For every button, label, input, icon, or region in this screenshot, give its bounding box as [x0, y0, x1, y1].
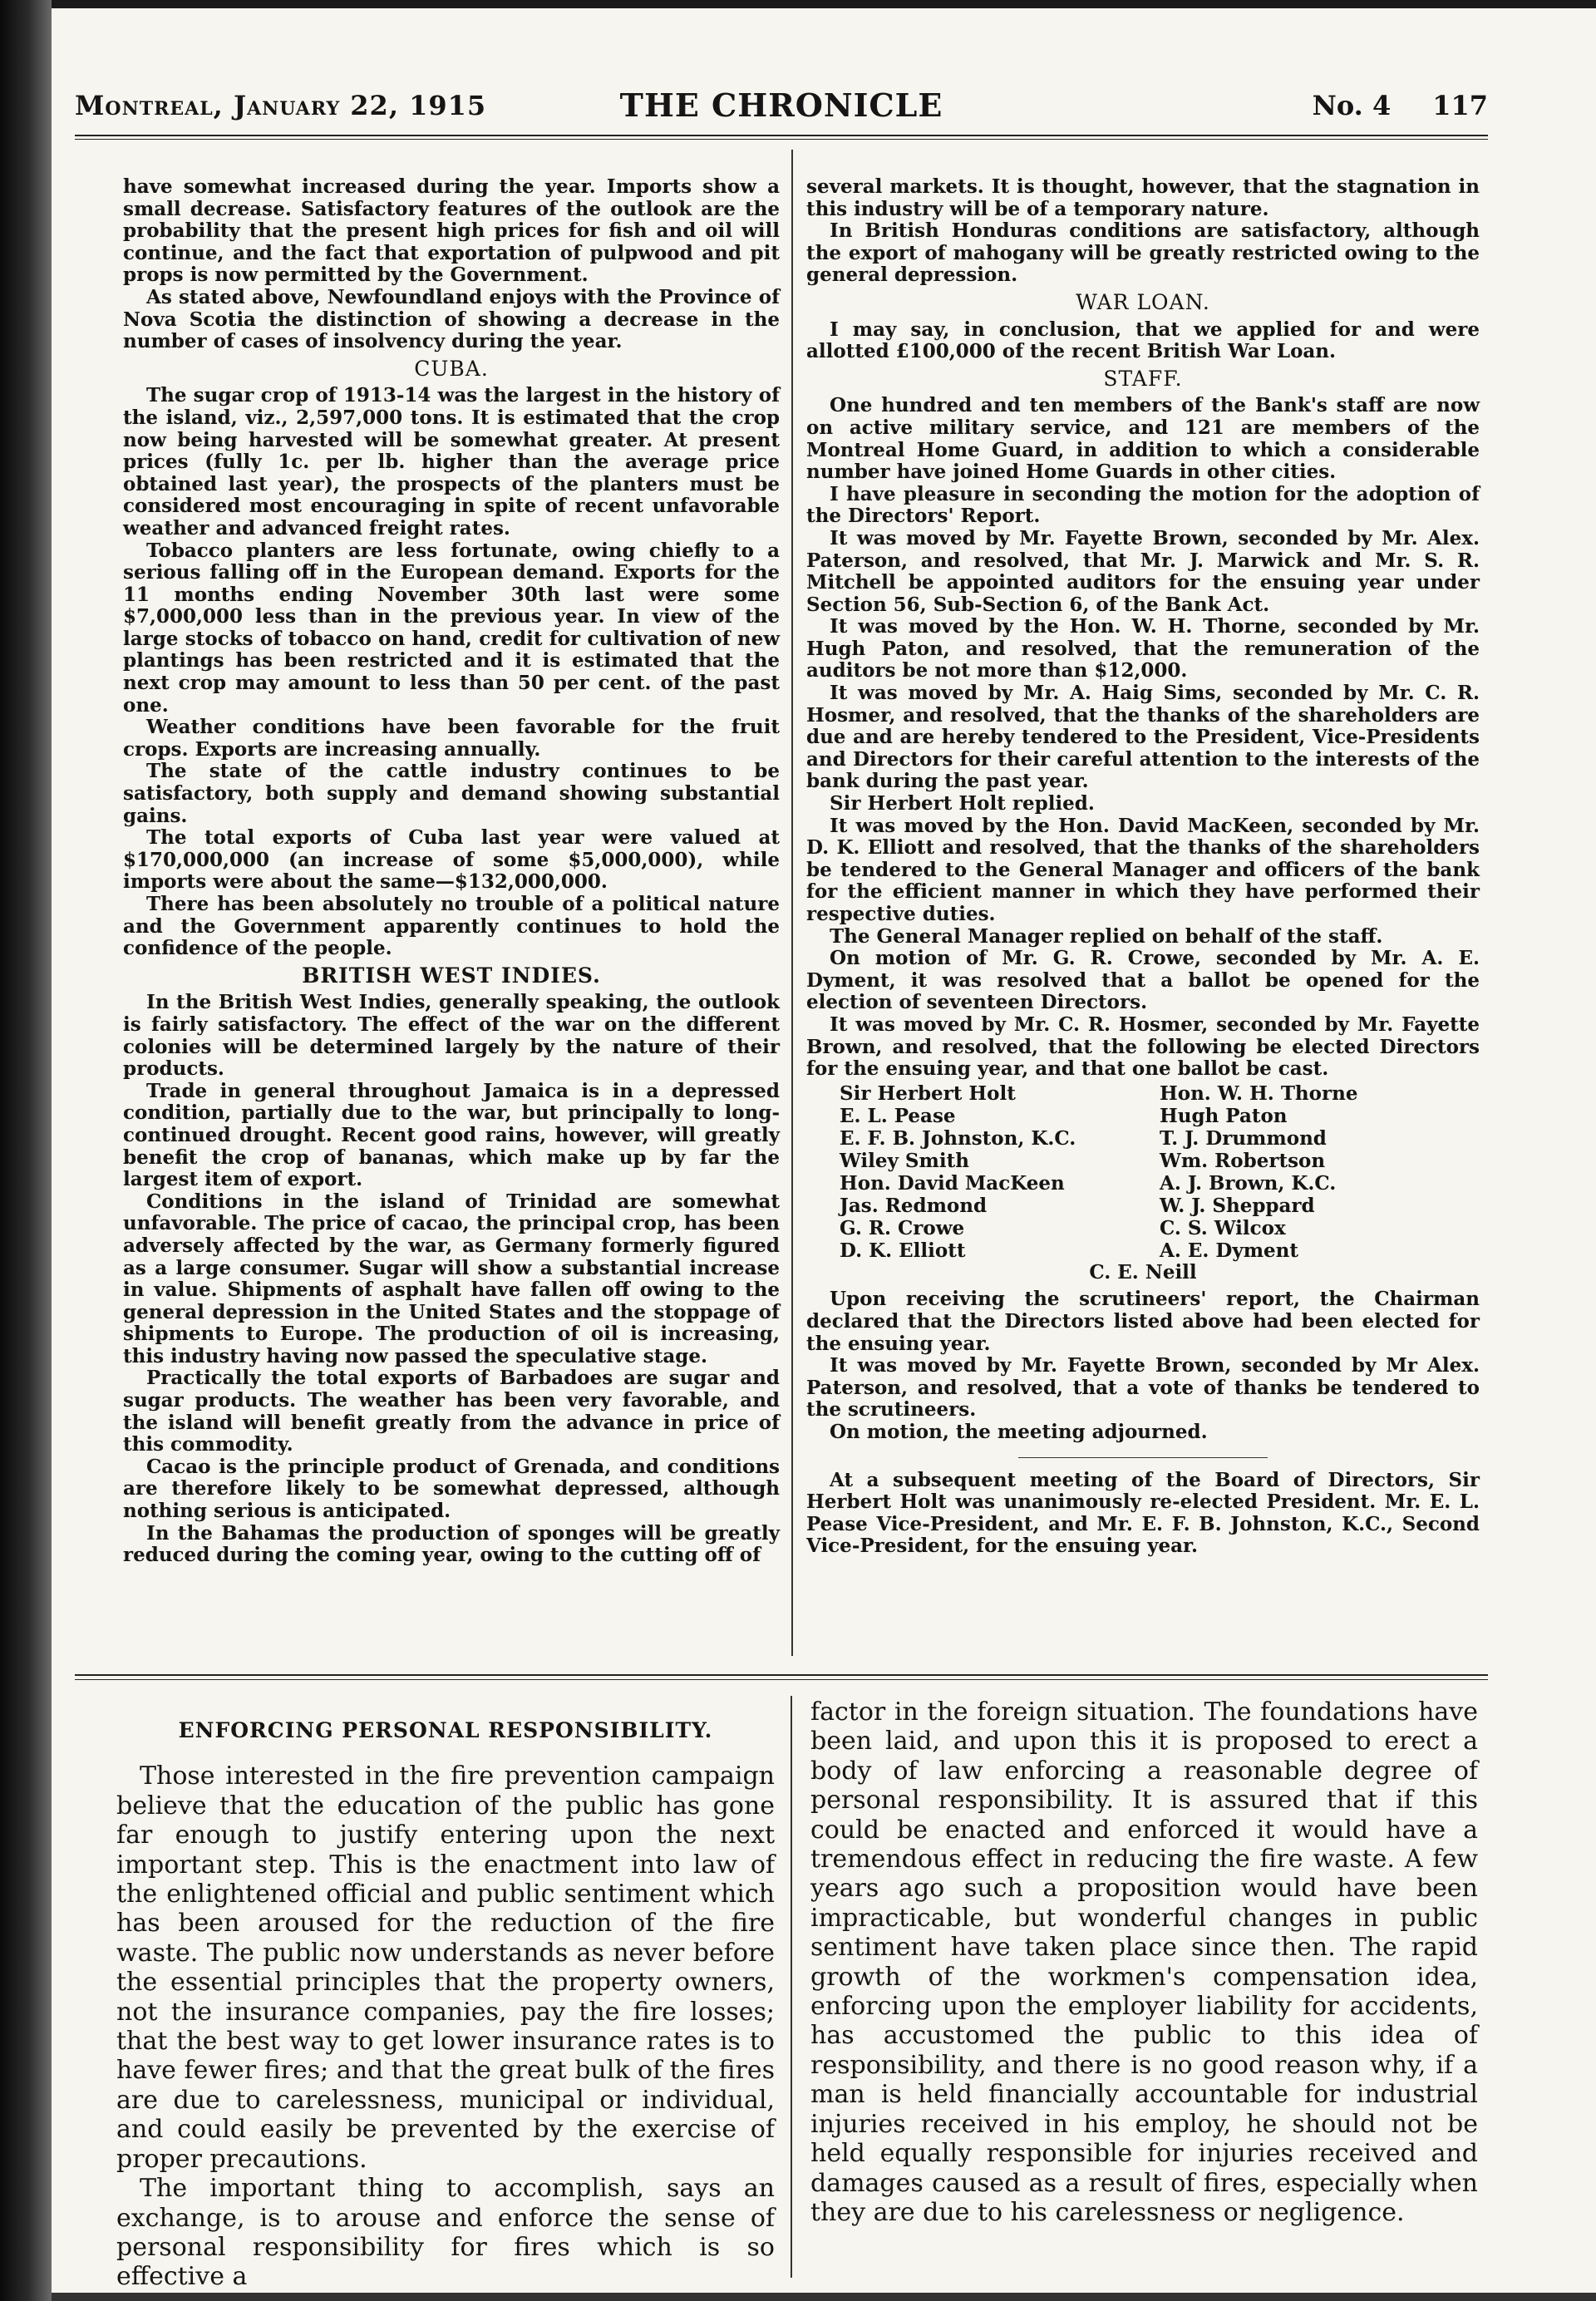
- director-name: Sir Herbert Holt: [840, 1082, 1016, 1105]
- director-name: W. J. Sheppard: [1160, 1194, 1315, 1217]
- paragraph: Weather conditions have been favorable for the fruit crops. Exports are increasing annually.: [123, 716, 780, 761]
- paragraph: Cacao is the principle product of Grenada, and conditions are therefore likely to be somewhat depressed, although nothing serious is anticipated.: [123, 1455, 780, 1523]
- section-heading-war-loan: WAR LOAN.: [1076, 289, 1210, 314]
- right-top-column: [806, 176, 1480, 1558]
- paragraph: One hundred and ten members of the Bank's staff are now on active military service, and 121 are members of the Montreal Home Guard, in addition to which a considerable number have joined Home Guards in other cities.: [806, 394, 1480, 484]
- header-issue: No. 4: [1312, 90, 1392, 121]
- paragraph: Conditions in the island of Trinidad are somewhat unfavorable. The price of cacao, the principal crop, has been adversely affected by the war, as Germany formerly figured as a large consumer. Sugar will show a substantial increase in value. Shipments of asphalt have fallen off owing to the general depression in the United States and the stoppage of shipments to Europe. The production of oil is increasing, this industry having now passed the speculative stage.: [123, 1190, 780, 1367]
- paragraph: Those interested in the fire prevention campaign believe that the education of the public has gone far enough to justify entering upon the next important step. This is the enactment into law of the enlightened official and public sentiment which has been aroused for the reduction of the fire waste. The public now understands as never before the essential principles that the property owners, not the insurance companies, pay the fire losses; that the best way to get lower insurance rates is to have fewer fires; and that the great bulk of the fires are due to carelessness, municipal or individual, and could easily be prevented by the exercise of proper precautions.: [116, 1761, 775, 2174]
- directors-list-right: [1160, 1082, 1480, 1262]
- paragraph: I have pleasure in seconding the motion for the adoption of the Directors' Report.: [806, 482, 1480, 528]
- paragraph: The state of the cattle industry continues to be satisfactory, both supply and demand showing substantial gains.: [123, 760, 780, 827]
- director-name: T. J. Drummond: [1160, 1126, 1327, 1150]
- header-rule-thin: [75, 139, 1488, 140]
- page-header: [75, 86, 1488, 131]
- director-name: A. J. Brown, K.C.: [1160, 1171, 1337, 1195]
- column-divider-bottom: [791, 1696, 792, 2278]
- paragraph: The General Manager replied on behalf of the staff.: [830, 924, 1383, 948]
- column-divider-top: [791, 150, 793, 1656]
- paragraph: As stated above, Newfoundland enjoys with the Province of Nova Scotia the distinction of showing a decrease in the number of cases of insolvency during the year.: [123, 285, 780, 353]
- header-issue-page: [1313, 90, 1488, 121]
- header-page-number: 117: [1432, 90, 1488, 121]
- left-top-column: [123, 176, 780, 1567]
- paragraph: The total exports of Cuba last year were valued at $170,000,000 (an increase of some $5,000,000), while imports were about the same—$132,000,000.: [123, 826, 780, 894]
- paragraph: It was moved by Mr. C. R. Hosmer, seconded by Mr. Fayette Brown, and resolved, that the following be elected Directors for the ensuing year, and that one ballot be cast.: [806, 1013, 1480, 1081]
- paragraph: factor in the foreign situation. The foundations have been laid, and upon this it is proposed to erect a body of law enforcing a reasonable degree of personal responsibility. It is assured that if this could be enacted and enforced it would have a tremendous effect in reducing the fire waste. A few years ago such a proposition would have been impracticable, but wonderful changes in public sentiment have taken place since then. The rapid growth of the workmen's compensation idea, enforcing upon the employer liability for accidents, has accustomed the public to this idea of responsibility, and there is no good reason why, if a man is held financially accountable for industrial injuries received in his employ, he should not be held equally responsible for injuries received and damages caused as a result of fires, especially when they are due to his carelessness or negligence.: [810, 1697, 1478, 2227]
- paragraph: In the British West Indies, generally speaking, the outlook is fairly satisfactory. The effect of the war on the different colonies will be determined largely by the nature of their products.: [123, 991, 780, 1081]
- director-name: A. E. Dyment: [1160, 1239, 1299, 1262]
- paragraph: It was moved by the Hon. W. H. Thorne, seconded by Mr. Hugh Paton, and resolved, that the remuneration of the auditors be not more than $12,000.: [806, 615, 1480, 682]
- article-right-column: [810, 1697, 1478, 2227]
- section-heading-staff: STAFF.: [1103, 366, 1183, 391]
- director-name: G. R. Crowe: [840, 1216, 965, 1239]
- paragraph: I may say, in conclusion, that we applied for and were allotted £100,000 of the recent British War Loan.: [806, 318, 1480, 363]
- section-heading-cuba: CUBA.: [414, 356, 489, 381]
- header-rule: [75, 135, 1488, 136]
- paragraph: It was moved by Mr. A. Haig Sims, seconded by Mr. C. R. Hosmer, and resolved, that the thanks of the shareholders are due and are hereby tendered to the President, Vice-Presidents and Directors for their careful attention to the interests of the bank during the past year.: [806, 682, 1480, 793]
- paragraph: On motion, the meeting adjourned.: [830, 1420, 1208, 1443]
- section-heading-british-west-indies: BRITISH WEST INDIES.: [302, 963, 601, 988]
- director-name: D. K. Elliott: [840, 1239, 966, 1262]
- director-name: Hugh Paton: [1160, 1104, 1288, 1127]
- director-name: Wm. Robertson: [1160, 1149, 1326, 1172]
- directors-list: [840, 1082, 1480, 1262]
- paragraph: At a subsequent meeting of the Board of Directors, Sir Herbert Holt was unanimously re-elected President. Mr. E. L. Pease Vice-President, and Mr. E. F. B. Johnston, K.C., Second Vice-President, for the ensuing year.: [806, 1468, 1480, 1558]
- paragraph: Trade in general throughout Jamaica is in a depressed condition, partially due to the war, but principally to long-continued drought. Recent good rains, however, will greatly benefit the crop of bananas, which make up by far the largest item of export.: [123, 1079, 780, 1191]
- paragraph: several markets. It is thought, however, that the stagnation in this industry will be of a temporary nature.: [806, 175, 1480, 220]
- paragraph: There has been absolutely no trouble of a political nature and the Government apparently continues to hold the confidence of the people.: [123, 893, 780, 960]
- paragraph: Upon receiving the scrutineers' report, the Chairman declared that the Directors listed above had been elected for the ensuing year.: [806, 1288, 1480, 1355]
- directors-list-left: [840, 1082, 1160, 1262]
- paragraph: In the Bahamas the production of sponges will be greatly reduced during the coming year, owing to the cutting off of: [123, 1521, 780, 1567]
- director-name: E. L. Pease: [840, 1104, 956, 1127]
- section-rule-thin: [75, 1679, 1488, 1680]
- paragraph: It was moved by the Hon. David MacKeen, seconded by Mr. D. K. Elliott and resolved, that the thanks of the shareholders be tendered to the General Manager and officers of the bank for the efficient manner in which they have performed their respective duties.: [806, 814, 1480, 925]
- paragraph: Tobacco planters are less fortunate, owing chiefly to a serious falling off in the European demand. Exports for the 11 months ending November 30th last were some $7,000,000 less than in the previous year. In view of the large stocks of tobacco on hand, credit for cultivation of new plantings has been restricted and it is estimated that the next crop may amount to less than 50 per cent. of the past one.: [123, 539, 780, 717]
- paragraph: The important thing to accomplish, says an exchange, is to arouse and enforce the sense of personal responsibility for fires which is so effective a: [116, 2174, 775, 2292]
- book-spine-shadow: [0, 0, 52, 2301]
- paragraph: The sugar crop of 1913-14 was the largest in the history of the island, viz., 2,597,000 tons. It is estimated that the crop now being harvested will be somewhat greater. At present prices (fully 1c. per lb. higher than the average price obtained last year), the prospects of the planters must be considered most encouraging in spite of recent unfavorable weather and advanced freight rates.: [123, 384, 780, 540]
- paragraph: It was moved by Mr. Fayette Brown, seconded by Mr Alex. Paterson, and resolved, that a vote of thanks be tendered to the scrutineers.: [806, 1354, 1480, 1421]
- paragraph: In British Honduras conditions are satisfactory, although the export of mahogany will be greatly restricted owing to the general depression.: [806, 219, 1480, 287]
- header-location-date: Montreal, January 22, 1915: [75, 90, 487, 121]
- paragraph: Sir Herbert Holt replied.: [830, 792, 1095, 815]
- director-name: E. F. B. Johnston, K.C.: [840, 1126, 1076, 1150]
- director-name: C. S. Wilcox: [1160, 1216, 1286, 1239]
- director-name: Jas. Redmond: [840, 1194, 988, 1217]
- director-name: Wiley Smith: [840, 1149, 969, 1172]
- paragraph: On motion of Mr. G. R. Crowe, seconded by Mr. A. E. Dyment, it was resolved that a ballot be opened for the election of seventeen Directors.: [806, 947, 1480, 1014]
- article-headline: ENFORCING PERSONAL RESPONSIBILITY.: [178, 1718, 713, 1742]
- article-left-column: [116, 1716, 775, 2292]
- director-name: Hon. David MacKeen: [840, 1171, 1065, 1195]
- paragraph: have somewhat increased during the year. Imports show a small decrease. Satisfactory features of the outlook are the probability that the present high prices for fish and oil will continue, and the fact that exportation of pulpwood and pit props is now permitted by the Government.: [123, 175, 780, 287]
- header-title: THE CHRONICLE: [619, 86, 943, 124]
- paragraph: It was moved by Mr. Fayette Brown, seconded by Mr. Alex. Paterson, and resolved, that Mr. J. Marwick and Mr. S. R. Mitchell be appointed auditors for the ensuing year under Section 56, Sub-Section 6, of the Bank Act.: [806, 526, 1480, 616]
- director-name: Hon. W. H. Thorne: [1160, 1082, 1358, 1105]
- page-bottom-edge: [52, 2293, 1596, 2301]
- section-rule: [75, 1674, 1488, 1676]
- section-separator: [1018, 1457, 1268, 1458]
- paragraph: Practically the total exports of Barbadoes are sugar and sugar products. The weather has been very favorable, and the island will benefit greatly from the advance in price of this commodity.: [123, 1367, 780, 1456]
- director-name-extra: C. E. Neill: [1089, 1260, 1197, 1284]
